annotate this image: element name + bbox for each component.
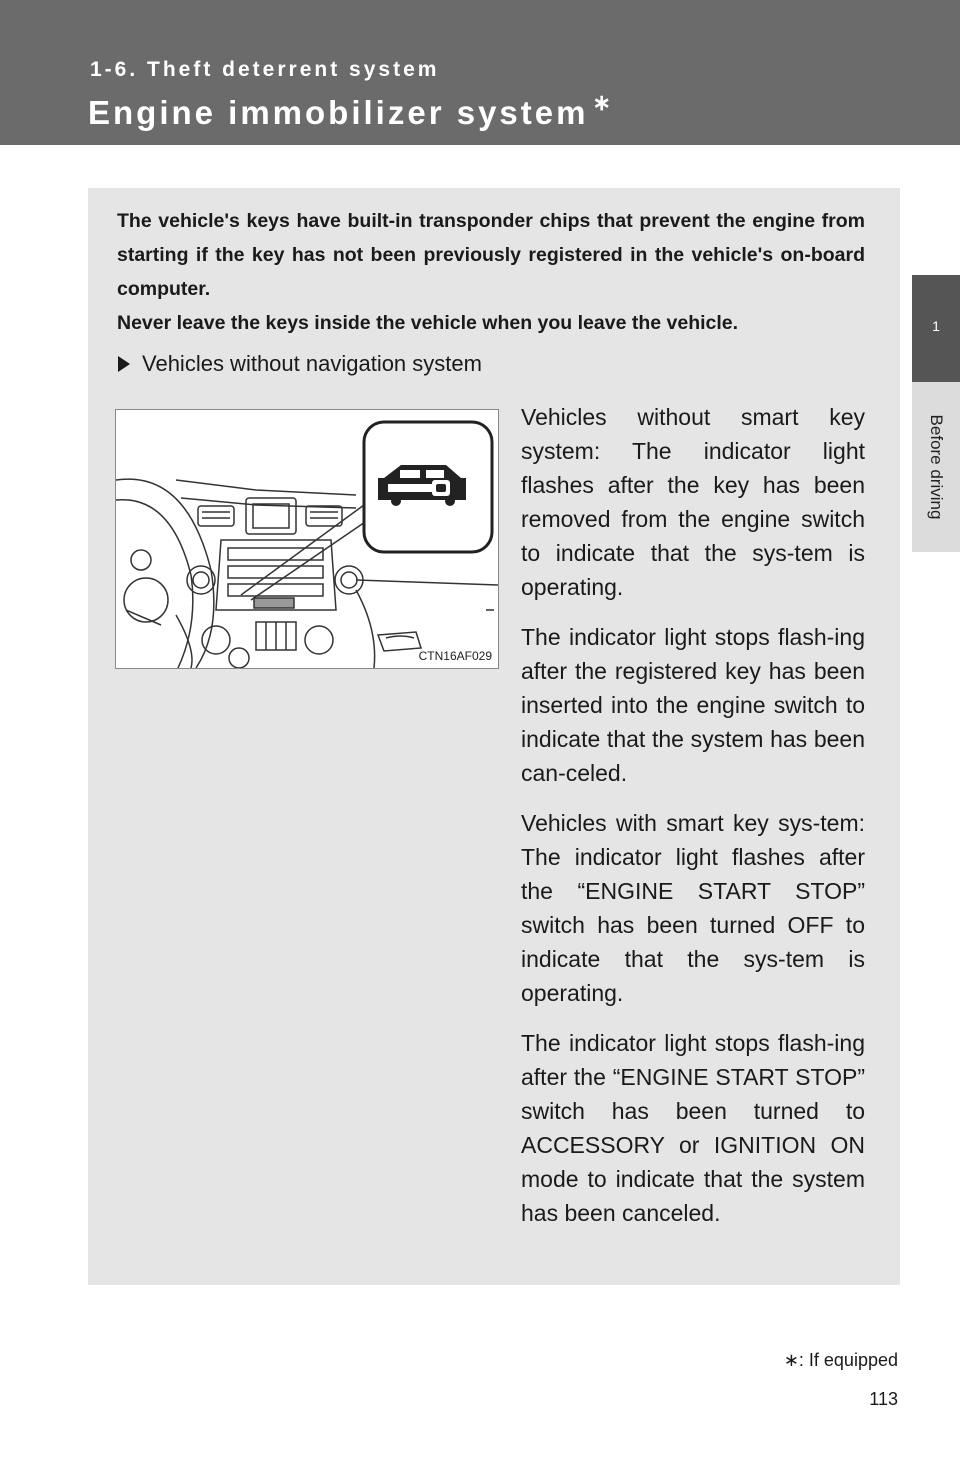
if-equipped-mark: ∗: [592, 90, 614, 115]
paragraph-3: Vehicles with smart key sys-tem: The indicator light flashes after the “ENGINE START STOP” switch has been turned OFF to indicate that the sys-tem is operating.: [521, 810, 865, 1006]
subheading-text: Vehicles without navigation system: [142, 351, 482, 376]
figure-code: CTN16AF029: [418, 649, 492, 663]
paragraph-1: Vehicles without smart key system: The indicator light flashes after the key has been removed from the engine switch to indicate that the sys-tem is operating.: [521, 404, 865, 600]
footnote: ∗: If equipped: [783, 1350, 898, 1370]
chapter-tab: [912, 275, 960, 382]
chapter-label-tab: [912, 382, 960, 552]
paragraph-4: The indicator light stops flash-ing after the “ENGINE START STOP” switch has been turned to ACCESSORY or IGNITION ON mode to indicate that the system has been canceled.: [521, 1030, 865, 1226]
dashboard-figure: [115, 409, 499, 669]
page-header: [0, 0, 960, 145]
page-title: [88, 90, 614, 132]
subheading: [118, 351, 482, 377]
chapter-number: 1: [932, 318, 940, 334]
description: [521, 400, 865, 1246]
content-box: [88, 188, 900, 1285]
dashboard-illustration: [116, 410, 498, 668]
triangle-bullet-icon: [118, 356, 130, 372]
intro-block: [117, 204, 865, 340]
chapter-label: Before driving: [927, 414, 946, 520]
section-label: 1-6. Theft deterrent system: [90, 58, 440, 81]
warning-paragraph: Never leave the keys inside the vehicle when you leave the vehicle.: [117, 312, 739, 334]
paragraph-2: The indicator light stops flash-ing after the registered key has been inserted into the engine switch to indicate that the system has been can-celed.: [521, 624, 865, 786]
page-title-text: Engine immobilizer system: [88, 94, 589, 131]
intro-paragraph: The vehicle's keys have built-in transponder chips that prevent the engine from starting if the key has not been previously registered in the vehicle's on-board computer.: [117, 210, 865, 300]
page-number: 113: [869, 1389, 898, 1409]
